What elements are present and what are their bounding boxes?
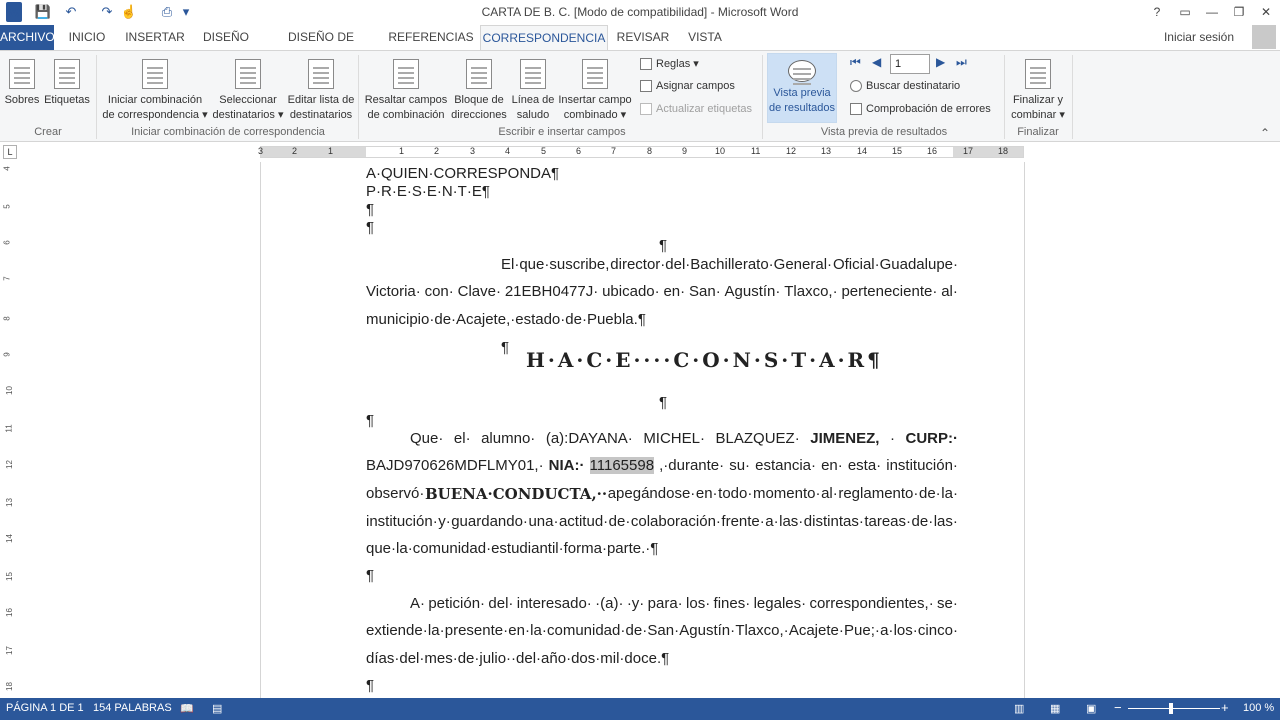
doc-paragraph-3-line-2: extiende· la· presente· en· la· comunidad· de· San· Agustín· Tlaxco,· Acajete· Pue;· a· los· cinco· bbox=[366, 622, 958, 639]
tab-selector[interactable]: L bbox=[3, 145, 17, 159]
web-layout-icon[interactable]: ▣ bbox=[1086, 703, 1097, 715]
linea-label-2: saludo bbox=[516, 109, 550, 121]
etiquetas-label: Etiquetas bbox=[44, 94, 90, 106]
zoom-in-button[interactable]: + bbox=[1221, 700, 1229, 715]
group-separator bbox=[96, 55, 97, 139]
tab-revisar[interactable]: REVISAR bbox=[616, 30, 670, 44]
macro-icon[interactable]: ▤ bbox=[212, 703, 223, 715]
seleccionar-label-1: Seleccionar bbox=[219, 94, 277, 106]
edit-recipient-list-icon bbox=[308, 59, 334, 89]
last-record-icon[interactable]: ⏭ bbox=[956, 55, 967, 69]
resaltar-campos-button[interactable] bbox=[362, 59, 450, 123]
ribbon-tabs bbox=[0, 25, 1280, 50]
tab-diseno[interactable]: DISEÑO bbox=[202, 30, 249, 44]
print-preview-icon[interactable]: ⎙ bbox=[161, 4, 173, 19]
ribbon bbox=[0, 50, 1280, 142]
ruler-number: 5 bbox=[541, 146, 547, 156]
ribbon-display-icon[interactable]: ▭ bbox=[1179, 5, 1191, 19]
ruler-number: 18 bbox=[998, 146, 1009, 156]
zoom-out-button[interactable]: − bbox=[1114, 700, 1122, 715]
paragraph-mark: ¶ bbox=[366, 219, 375, 236]
first-record-icon[interactable]: ⏮ bbox=[850, 55, 861, 69]
paragraph-mark: ¶ bbox=[366, 201, 375, 218]
iniciar-combinacion-button[interactable] bbox=[100, 59, 210, 123]
group-label-finalizar: Finalizar bbox=[1017, 126, 1059, 138]
insertar-campo-button[interactable] bbox=[556, 59, 634, 123]
vista-label-1: Vista previa bbox=[773, 87, 831, 99]
bloque-label-2: direcciones bbox=[451, 109, 507, 121]
highlight-fields-icon bbox=[393, 59, 419, 89]
finalizar-label-2: combinar ▾ bbox=[1011, 109, 1065, 121]
ruler-number: 8 bbox=[647, 146, 653, 156]
sign-in-link[interactable]: Iniciar sesión bbox=[1163, 30, 1234, 44]
document-page[interactable] bbox=[260, 162, 1025, 698]
left-margin-area bbox=[261, 147, 366, 157]
buscar-destinatario-button[interactable] bbox=[850, 80, 960, 92]
ruler-number: 14 bbox=[857, 146, 868, 156]
tab-archivo[interactable]: ARCHIVO bbox=[0, 25, 54, 50]
insertar-label-1: Insertar campo bbox=[558, 94, 632, 106]
insertar-label-2: combinado ▾ bbox=[563, 109, 627, 121]
print-layout-icon[interactable]: ▦ bbox=[1050, 703, 1061, 715]
ruler-number: 10 bbox=[715, 146, 726, 156]
ruler-number: 7 bbox=[2, 276, 12, 281]
ruler-number: 14 bbox=[4, 534, 14, 543]
customize-toolbar-icon[interactable]: ▾ bbox=[182, 4, 190, 19]
group-label-escribir: Escribir e insertar campos bbox=[498, 126, 626, 138]
greeting-line-icon bbox=[520, 59, 546, 89]
ruler-number: 3 bbox=[258, 146, 264, 156]
bloque-direcciones-button[interactable] bbox=[450, 59, 508, 123]
collapse-ribbon-icon[interactable]: ⌃ bbox=[1259, 126, 1270, 140]
ruler-number: 10 bbox=[4, 386, 14, 395]
finish-merge-icon bbox=[1025, 59, 1051, 89]
doc-line-a-quien: A·QUIEN·CORRESPONDA¶ bbox=[366, 165, 560, 182]
horizontal-ruler[interactable] bbox=[260, 146, 1024, 158]
status-bar bbox=[0, 698, 1280, 720]
ruler-number: 11 bbox=[4, 424, 14, 433]
actualizar-label: Actualizar etiquetas bbox=[656, 103, 752, 115]
ruler-number: 1 bbox=[328, 146, 334, 156]
ruler-number: 16 bbox=[4, 608, 14, 617]
ruler-number: 17 bbox=[4, 646, 14, 655]
ruler-number: 12 bbox=[4, 460, 14, 469]
etiquetas-button[interactable] bbox=[44, 59, 90, 108]
vista-label-2: de resultados bbox=[768, 102, 836, 114]
restore-button[interactable]: ❐ bbox=[1233, 5, 1245, 19]
ruler-number: 18 bbox=[4, 682, 14, 691]
ruler-number: 15 bbox=[4, 572, 14, 581]
ruler-number: 6 bbox=[576, 146, 582, 156]
recipients-icon bbox=[235, 59, 261, 89]
ruler-number: 17 bbox=[963, 146, 974, 156]
tab-referencias[interactable]: REFERENCIAS bbox=[388, 30, 474, 44]
ruler-number: 11 bbox=[751, 146, 761, 156]
undo-icon[interactable]: ↶ bbox=[65, 4, 77, 19]
doc-paragraph-1-line-1: El·que·suscribe, director·del·Bachillerato·General· Oficial·Guadalupe· bbox=[501, 256, 958, 273]
envelope-icon bbox=[9, 59, 35, 89]
iniciar-label-2: de correspondencia ▾ bbox=[102, 109, 208, 121]
preview-results-icon bbox=[788, 60, 816, 82]
ruler-number: 2 bbox=[434, 146, 440, 156]
next-record-icon[interactable]: ▶ bbox=[936, 55, 946, 69]
page-count[interactable]: PÁGINA 1 DE 1 bbox=[6, 702, 84, 714]
ruler-number: 5 bbox=[2, 204, 12, 209]
ruler-number: 1 bbox=[399, 146, 405, 156]
redo-icon[interactable]: ↷ bbox=[101, 4, 113, 19]
labels-icon bbox=[54, 59, 80, 89]
seleccionar-destinatarios-button[interactable] bbox=[212, 59, 284, 123]
comprobacion-errores-button[interactable] bbox=[850, 103, 991, 115]
group-label-iniciar: Iniciar combinación de correspondencia bbox=[131, 126, 325, 138]
update-labels-icon bbox=[640, 103, 652, 115]
tab-insertar[interactable]: INSERTAR bbox=[125, 30, 185, 44]
minimize-button[interactable]: — bbox=[1206, 5, 1218, 19]
doc-paragraph-1-line-3: municipio·de·Acajete,·estado·de·Puebla.¶ bbox=[366, 311, 646, 328]
doc-line-presente: P·R·E·S·E·N·T·E¶ bbox=[366, 183, 490, 200]
hace-constar-heading: H·A·C·E····C·O·N·S·T·A·R¶ bbox=[526, 348, 883, 372]
tab-vista[interactable]: VISTA bbox=[688, 30, 722, 44]
buscar-label: Buscar destinatario bbox=[866, 80, 961, 92]
ruler-number: 6 bbox=[2, 240, 12, 245]
window-title: CARTA DE B. C. [Modo de compatibilidad] - Microsoft Word bbox=[481, 5, 799, 19]
check-errors-icon bbox=[850, 103, 862, 115]
ruler-number: 7 bbox=[611, 146, 617, 156]
mail-merge-icon bbox=[142, 59, 168, 89]
ruler-number: 13 bbox=[821, 146, 832, 156]
ruler-number: 8 bbox=[2, 316, 12, 321]
close-button[interactable]: ✕ bbox=[1260, 5, 1272, 19]
paragraph-mark: ¶ bbox=[366, 567, 375, 584]
previous-record-icon[interactable]: ◀ bbox=[872, 55, 882, 69]
group-separator bbox=[762, 55, 763, 139]
paragraph-mark: ¶ bbox=[366, 412, 375, 429]
help-button[interactable]: ? bbox=[1153, 5, 1161, 19]
touch-mode-icon[interactable]: ☝ bbox=[120, 4, 138, 19]
reglas-button[interactable] bbox=[640, 57, 699, 70]
doc-paragraph-2-line-1: Que· el· alumno· (a):DAYANA· MICHEL· BLAZQUEZ· JIMENEZ, · CURP:· bbox=[410, 430, 958, 447]
doc-paragraph-3-line-3: días·del·mes·de·julio··del·año·dos·mil·doce.¶ bbox=[366, 650, 670, 667]
zoom-slider[interactable] bbox=[1128, 708, 1220, 709]
paragraph-mark: ¶ bbox=[501, 339, 510, 356]
record-number-input[interactable]: 1 bbox=[890, 54, 930, 74]
ruler-number: 12 bbox=[786, 146, 797, 156]
finalizar-combinar-button[interactable] bbox=[1008, 59, 1068, 123]
insert-merge-field-icon bbox=[582, 59, 608, 89]
ruler-number: 4 bbox=[505, 146, 511, 156]
ruler-number: 4 bbox=[2, 166, 12, 171]
document-workspace bbox=[0, 162, 1280, 698]
save-icon[interactable]: 💾 bbox=[34, 4, 52, 19]
asignar-campos-button[interactable] bbox=[640, 80, 735, 92]
editar-label-2: destinatarios bbox=[289, 109, 353, 121]
seleccionar-label-2: destinatarios ▾ bbox=[212, 109, 284, 121]
zoom-slider-thumb[interactable] bbox=[1169, 703, 1173, 714]
doc-paragraph-2-line-3: observó· BUENA·CONDUCTA,·· apegándose· en· todo· momento· al· reglamento· de· la· bbox=[366, 485, 958, 503]
word-logo-icon: W bbox=[6, 2, 22, 22]
resaltar-label-2: de combinación bbox=[367, 109, 445, 121]
find-recipient-icon bbox=[850, 80, 862, 92]
editar-lista-button[interactable] bbox=[286, 59, 356, 123]
ruler-number: 2 bbox=[292, 146, 298, 156]
bloque-label-1: Bloque de bbox=[454, 94, 504, 106]
tab-correspondencia[interactable]: CORRESPONDENCIA bbox=[480, 25, 608, 51]
ruler-number: 9 bbox=[2, 352, 12, 357]
editar-label-1: Editar lista de bbox=[287, 94, 355, 106]
tab-diseno-pagina[interactable]: DISEÑO DE bbox=[287, 30, 354, 44]
group-separator bbox=[1072, 55, 1073, 139]
linea-saludo-button[interactable] bbox=[510, 59, 556, 123]
nia-merge-field: 11165598 bbox=[589, 457, 655, 474]
read-mode-icon[interactable]: ▥ bbox=[1014, 703, 1025, 715]
ruler-number: 9 bbox=[682, 146, 688, 156]
sobres-button[interactable] bbox=[4, 59, 40, 108]
group-separator bbox=[1004, 55, 1005, 139]
paragraph-mark: ¶ bbox=[659, 237, 668, 254]
word-count[interactable]: 154 PALABRAS bbox=[93, 702, 172, 714]
reglas-label: Reglas ▾ bbox=[656, 58, 699, 70]
resaltar-label-1: Resaltar campos bbox=[364, 94, 448, 106]
vertical-ruler[interactable] bbox=[2, 162, 15, 698]
match-fields-icon bbox=[640, 80, 652, 92]
group-label-vista: Vista previa de resultados bbox=[820, 126, 948, 138]
asignar-label: Asignar campos bbox=[656, 80, 735, 92]
zoom-level[interactable]: 100 % bbox=[1243, 702, 1275, 714]
doc-paragraph-2-line-5: que·la·comunidad·estudiantil·forma·parte.·¶ bbox=[366, 540, 659, 557]
avatar[interactable] bbox=[1252, 25, 1276, 49]
iniciar-label-1: Iniciar combinación bbox=[107, 94, 203, 106]
actualizar-etiquetas-button[interactable] bbox=[640, 103, 752, 115]
vista-previa-button[interactable] bbox=[767, 53, 837, 123]
comprobacion-label: Comprobación de errores bbox=[866, 103, 991, 115]
doc-paragraph-1-line-2: Victoria· con· Clave· 21EBH0477J· ubicado· en· San· Agustín· Tlaxco,· perteneciente· al· bbox=[366, 283, 958, 300]
doc-paragraph-3-line-1: A· petición· del· interesado· ·(a)· ·y· para· los· fines· legales· correspondientes,· se· bbox=[410, 595, 958, 612]
ruler-number: 3 bbox=[470, 146, 476, 156]
sobres-label: Sobres bbox=[4, 94, 40, 106]
paragraph-mark: ¶ bbox=[366, 677, 375, 694]
ruler-number: 16 bbox=[927, 146, 938, 156]
title-bar bbox=[0, 0, 1280, 25]
address-block-icon bbox=[466, 59, 492, 89]
linea-label-1: Línea de bbox=[511, 94, 555, 106]
proofing-icon[interactable]: 📖 bbox=[180, 703, 194, 715]
ruler-number: 13 bbox=[4, 498, 14, 507]
ruler-number: 15 bbox=[892, 146, 903, 156]
doc-paragraph-2-line-2: BAJD970626MDFLMY01,· NIA:· 11165598 ,·durante· su· estancia· en· esta· institución· bbox=[366, 457, 958, 474]
paragraph-mark: ¶ bbox=[659, 394, 668, 411]
doc-paragraph-2-line-4: institución· y· guardando· una· actitud· de· colaboración· frente· a· las· distintas· tareas· de· las· bbox=[366, 513, 958, 530]
group-label-crear: Crear bbox=[34, 126, 62, 138]
rules-icon bbox=[640, 58, 652, 70]
finalizar-label-1: Finalizar y bbox=[1012, 94, 1064, 106]
group-separator bbox=[358, 55, 359, 139]
tab-inicio[interactable]: INICIO bbox=[68, 30, 106, 44]
